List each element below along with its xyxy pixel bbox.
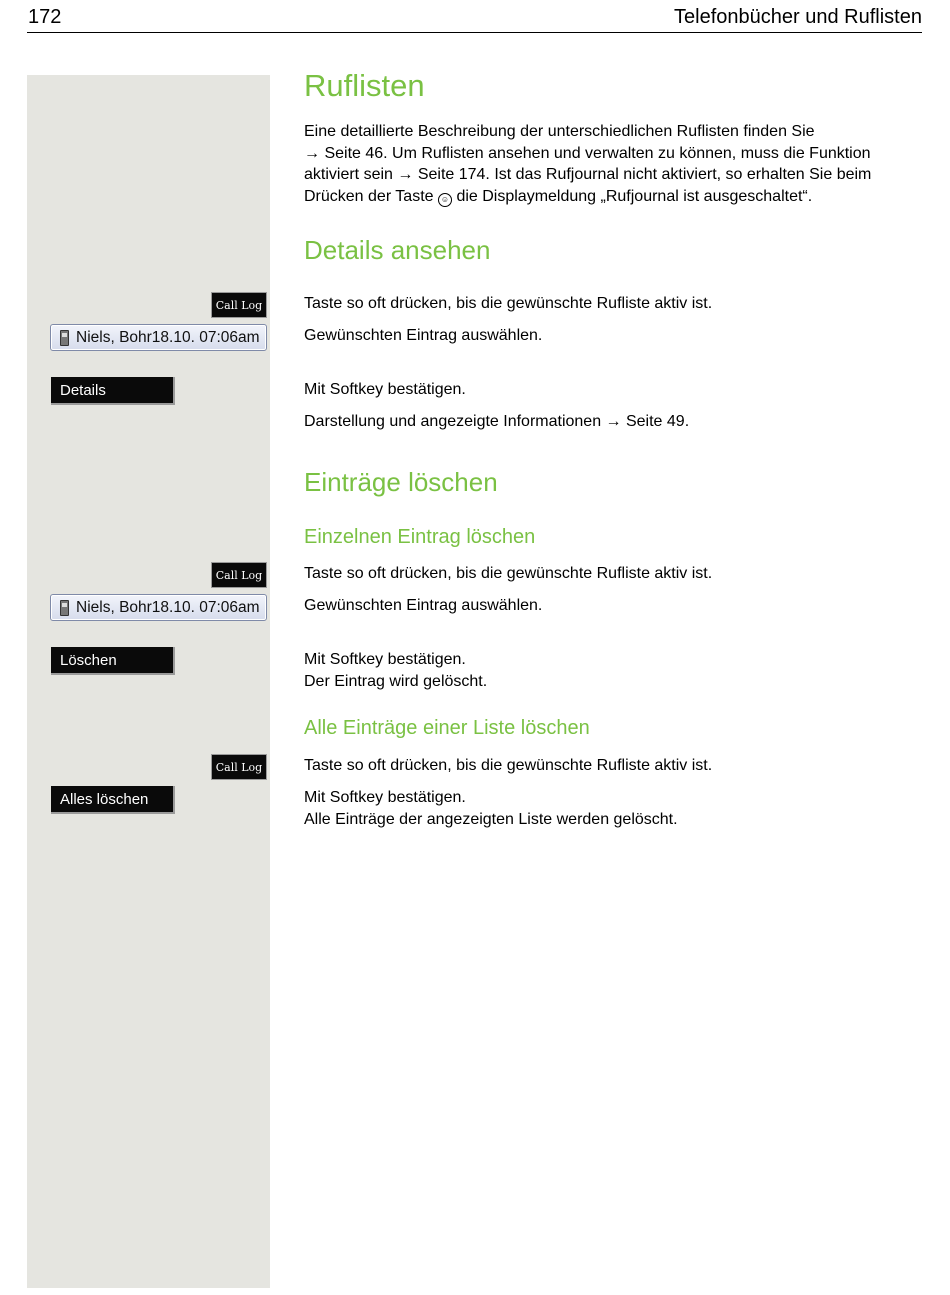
page-number: 172 — [28, 6, 62, 28]
alles-loeschen-softkey[interactable]: Alles löschen — [51, 786, 175, 814]
details-title: Details ansehen — [304, 235, 491, 265]
call-entry-row[interactable] — [50, 594, 267, 621]
intro-line-4-start: Drücken der Taste — [304, 187, 438, 205]
call-entry-label: Niels, Bohr18.10. 07:06am — [76, 598, 260, 616]
call-log-key[interactable]: Call Log — [211, 292, 267, 318]
intro-line-4-end: die Displaymeldung „Rufjournal ist ausgeschaltet“. — [452, 187, 813, 205]
call-log-key[interactable]: Call Log — [211, 754, 267, 780]
details-step-3: Mit Softkey bestätigen. — [304, 381, 466, 398]
details-step-2: Gewünschten Eintrag auswählen. — [304, 327, 543, 344]
intro-line-2: → Seite 46. Um Ruflisten ansehen und verwalten zu können, muss die Funktion — [304, 144, 871, 162]
delete-all-title: Alle Einträge einer Liste löschen — [304, 717, 590, 739]
loeschen-softkey[interactable]: Löschen — [51, 647, 175, 675]
delete-single-step-1: Taste so oft drücken, bis die gewünschte Rufliste aktiv ist. — [304, 565, 713, 582]
delete-all-step-2-line-2: Alle Einträge der angezeigten Liste werden gelöscht. — [304, 810, 678, 828]
delete-title: Einträge löschen — [304, 467, 498, 497]
phone-icon — [60, 330, 69, 346]
intro-line-1: Eine detaillierte Beschreibung der unterschiedlichen Ruflisten finden Sie — [304, 123, 815, 140]
intro-line-3: aktiviert sein → Seite 174. Ist das Rufjournal nicht aktiviert, so erhalten Sie beim — [304, 166, 872, 183]
delete-single-step-3-line-1: Mit Softkey bestätigen. — [304, 651, 466, 668]
call-entry-row[interactable] — [50, 324, 267, 351]
phone-icon — [60, 600, 69, 616]
delete-single-title: Einzelnen Eintrag löschen — [304, 526, 536, 548]
details-softkey[interactable]: Details — [51, 377, 175, 405]
chapter-title: Telefonbücher und Ruflisten — [674, 6, 922, 28]
delete-all-step-1: Taste so oft drücken, bis die gewünschte Rufliste aktiv ist. — [304, 757, 713, 774]
delete-single-step-3 — [304, 649, 929, 692]
details-step-4: Darstellung und angezeigte Informationen → Seite 49. — [304, 413, 690, 430]
call-entry-label: Niels, Bohr18.10. 07:06am — [76, 328, 260, 346]
details-step-1: Taste so oft drücken, bis die gewünschte Rufliste aktiv ist. — [304, 295, 713, 312]
delete-single-step-3-line-2: Der Eintrag wird gelöscht. — [304, 672, 488, 690]
calllog-key-icon: ☺ — [438, 193, 452, 207]
delete-single-step-2: Gewünschten Eintrag auswählen. — [304, 597, 543, 614]
intro-paragraph — [304, 121, 929, 207]
instruction-sidebar — [27, 75, 270, 1288]
delete-all-step-2 — [304, 787, 929, 830]
delete-all-step-2-line-1: Mit Softkey bestätigen. — [304, 789, 466, 806]
section-title: Ruflisten — [304, 68, 425, 103]
header-divider — [27, 32, 922, 33]
call-log-key[interactable]: Call Log — [211, 562, 267, 588]
